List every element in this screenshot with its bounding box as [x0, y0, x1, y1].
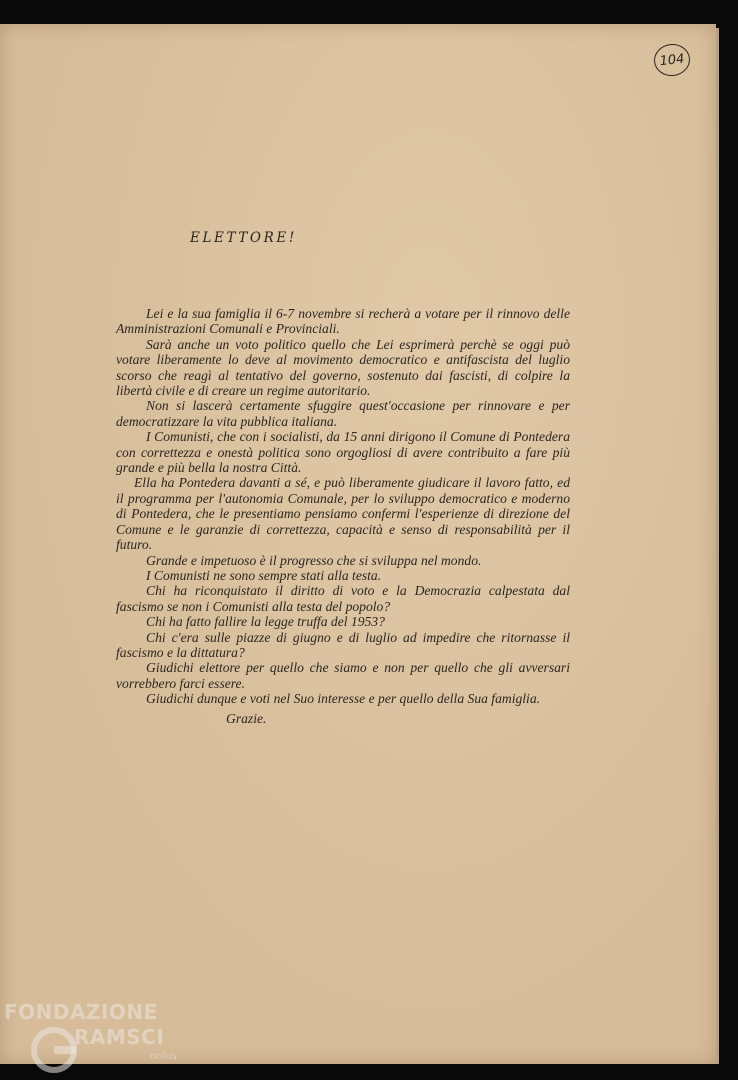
watermark: [4, 1000, 204, 1080]
paragraph: Giudichi dunque e voti nel Suo interesse e per quello della Sua famiglia.: [146, 691, 541, 707]
paragraph: Giudichi elettore per quello che siamo e non per quello che gli avversari vorrebbero farci essere.: [116, 660, 570, 691]
document-body: [116, 306, 570, 707]
signoff: Grazie.: [226, 711, 267, 726]
page-edge: [716, 28, 719, 1064]
document-title: ELETTORE!: [190, 230, 297, 246]
paragraph: Sarà anche un voto politico quello che Lei esprimerà perchè se oggi può votare liberamente lo deve al movimento democratico e antifascista del luglio scorso che reagì al tentativo del governo, sostenuto dai fascisti, di colpire la libertà civile e di creare un regime autoritario.: [116, 336, 570, 399]
paragraph: Non si lascerà certamente sfuggire quest'occasione per rinnovare e per democratizzare la vita pubblica italiana.: [116, 398, 570, 429]
paragraph: I Comunisti, che con i socialisti, da 15 anni dirigono il Comune di Pontedera con correttezza e onestà politica sono orgogliosi di avere contribuito a fare più grande e più bella la nostra Città.: [116, 429, 570, 476]
paragraph: Chi ha fatto fallire la legge truffa del 1953?: [146, 614, 385, 630]
page-number-stamp: 104: [652, 42, 691, 78]
gramsci-logo-icon: [30, 1022, 78, 1078]
watermark-line1: FONDAZIONE: [4, 1000, 158, 1024]
watermark-small: onlus: [150, 1051, 177, 1062]
paragraph: I Comunisti ne sono sempre stati alla testa.: [146, 567, 382, 583]
paragraph: Grande e impetuoso è il progresso che si sviluppa nel mondo.: [146, 552, 482, 568]
paragraph: Lei e la sua famiglia il 6-7 novembre si recherà a votare per il rinnovo delle Amministrazioni Comunali e Provinciali.: [116, 306, 570, 337]
paragraph: Chi c'era sulle piazze di giugno e di luglio ad impedire che ritornasse il fascismo e la dittatura?: [116, 629, 570, 660]
paragraph: Ella ha Pontedera davanti a sé, e può liberamente giudicare il lavoro fatto, ed il programma per l'autonomia Comunale, per lo sviluppo democratico e moderno di Pontedera, che le presentiamo pensiamo confermi l'esperienze di direzione del Comune e le garanzie di correttezza, capacità e senso di responsabilità per il futuro.: [116, 475, 570, 553]
watermark-line2: RAMSCI: [74, 1025, 165, 1049]
paragraph: Chi ha riconquistato il diritto di voto e la Democrazia calpestata dal fascismo se non i Comunisti alla testa del popolo?: [116, 583, 570, 614]
